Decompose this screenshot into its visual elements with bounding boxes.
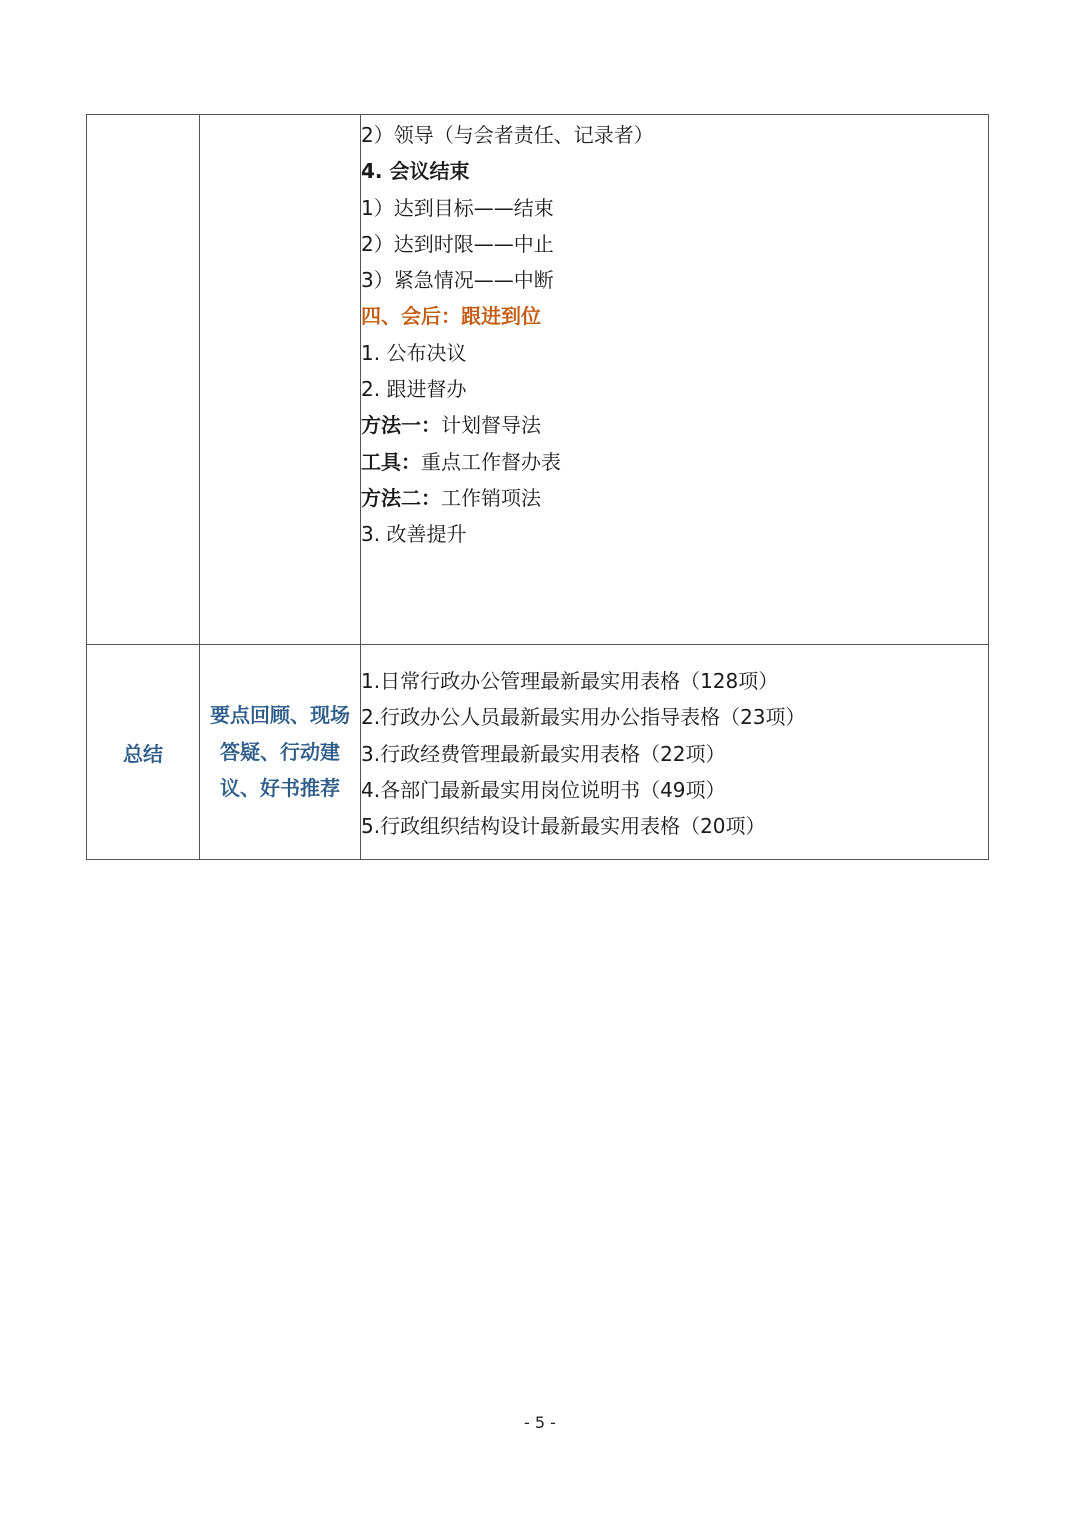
content-lines — [361, 115, 988, 553]
list-item: 5.行政组织结构设计最新最实用表格（20项） — [361, 814, 766, 839]
cell-topic — [200, 115, 361, 645]
content-line-labeled — [361, 444, 988, 480]
section-heading: 四、会后：跟进到位 — [361, 304, 541, 329]
content-heading: 4. 会议结束 — [361, 159, 470, 184]
content-line: 1. 公布决议 — [361, 340, 467, 365]
cell-summary-topic — [200, 645, 361, 860]
line-text: 计划督导法 — [441, 413, 541, 438]
cell-content — [361, 115, 989, 645]
line-label: 工具： — [361, 449, 421, 474]
page-number: - 5 - — [524, 1413, 556, 1432]
cell-summary-items — [361, 645, 989, 860]
list-item: 4.各部门最新最实用岗位说明书（49项） — [361, 777, 726, 802]
line-label: 方法二： — [361, 485, 441, 510]
content-line-labeled — [361, 480, 988, 516]
list-item: 1.日常行政办公管理最新最实用表格（128项） — [361, 669, 779, 693]
summary-topic: 要点回顾、现场答疑、行动建议、好书推荐 — [210, 703, 350, 801]
summary-label: 总结 — [123, 741, 163, 766]
list-item: 2.行政办公人员最新最实用办公指导表格（23项） — [361, 705, 806, 730]
table-row-meeting-content — [87, 115, 989, 645]
list-item: 3.行政经费管理最新最实用表格（22项） — [361, 741, 726, 766]
line-text: 重点工作督办表 — [421, 449, 561, 474]
cell-section — [87, 115, 200, 645]
summary-items — [361, 645, 988, 844]
content-line: 2. 跟进督办 — [361, 377, 467, 402]
content-line: 3）紧急情况——中断 — [361, 268, 554, 293]
content-line-labeled — [361, 407, 988, 443]
content-line: 2）达到时限——中止 — [361, 231, 554, 256]
line-label: 方法一： — [361, 413, 441, 438]
content-line: 1）达到目标——结束 — [361, 195, 554, 220]
cell-summary-label — [87, 645, 200, 860]
content-line: 2）领导（与会者责任、记录者） — [361, 123, 654, 147]
course-outline-table — [86, 114, 989, 860]
line-text: 工作销项法 — [441, 485, 541, 510]
table-row-summary — [87, 645, 989, 860]
content-line: 3. 改善提升 — [361, 522, 467, 547]
